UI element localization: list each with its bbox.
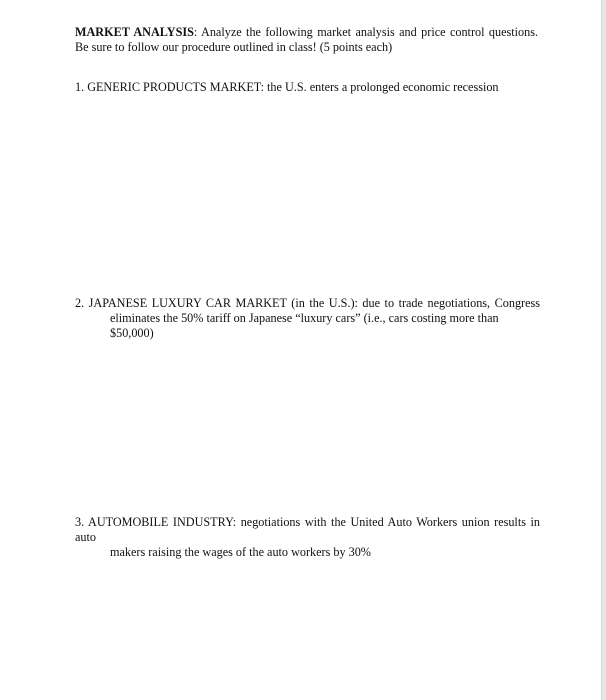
page-edge	[602, 0, 606, 700]
question-3-line-2: makers raising the wages of the auto workers by 30%	[110, 545, 371, 559]
question-1-line-1: 1. GENERIC PRODUCTS MARKET: the U.S. enters a prolonged economic recession	[75, 80, 499, 94]
question-2-line-1: 2. JAPANESE LUXURY CAR MARKET (in the U.S.): due to trade negotiations, Congress	[75, 296, 540, 310]
question-3-line-1: 3. AUTOMOBILE INDUSTRY: negotiations with the United Auto Workers union results in auto	[75, 515, 540, 544]
question-3	[75, 515, 540, 560]
instructions-paragraph	[75, 25, 538, 55]
instructions-text: : Analyze the following market analysis and price control questions. Be sure to follow our procedure outlined in class! (5 points each)	[75, 25, 538, 54]
section-heading: MARKET ANALYSIS	[75, 25, 194, 39]
question-2	[75, 296, 540, 341]
question-1	[75, 80, 540, 95]
question-2-line-2: eliminates the 50% tariff on Japanese “luxury cars” (i.e., cars costing more than $50,000)	[110, 311, 499, 340]
